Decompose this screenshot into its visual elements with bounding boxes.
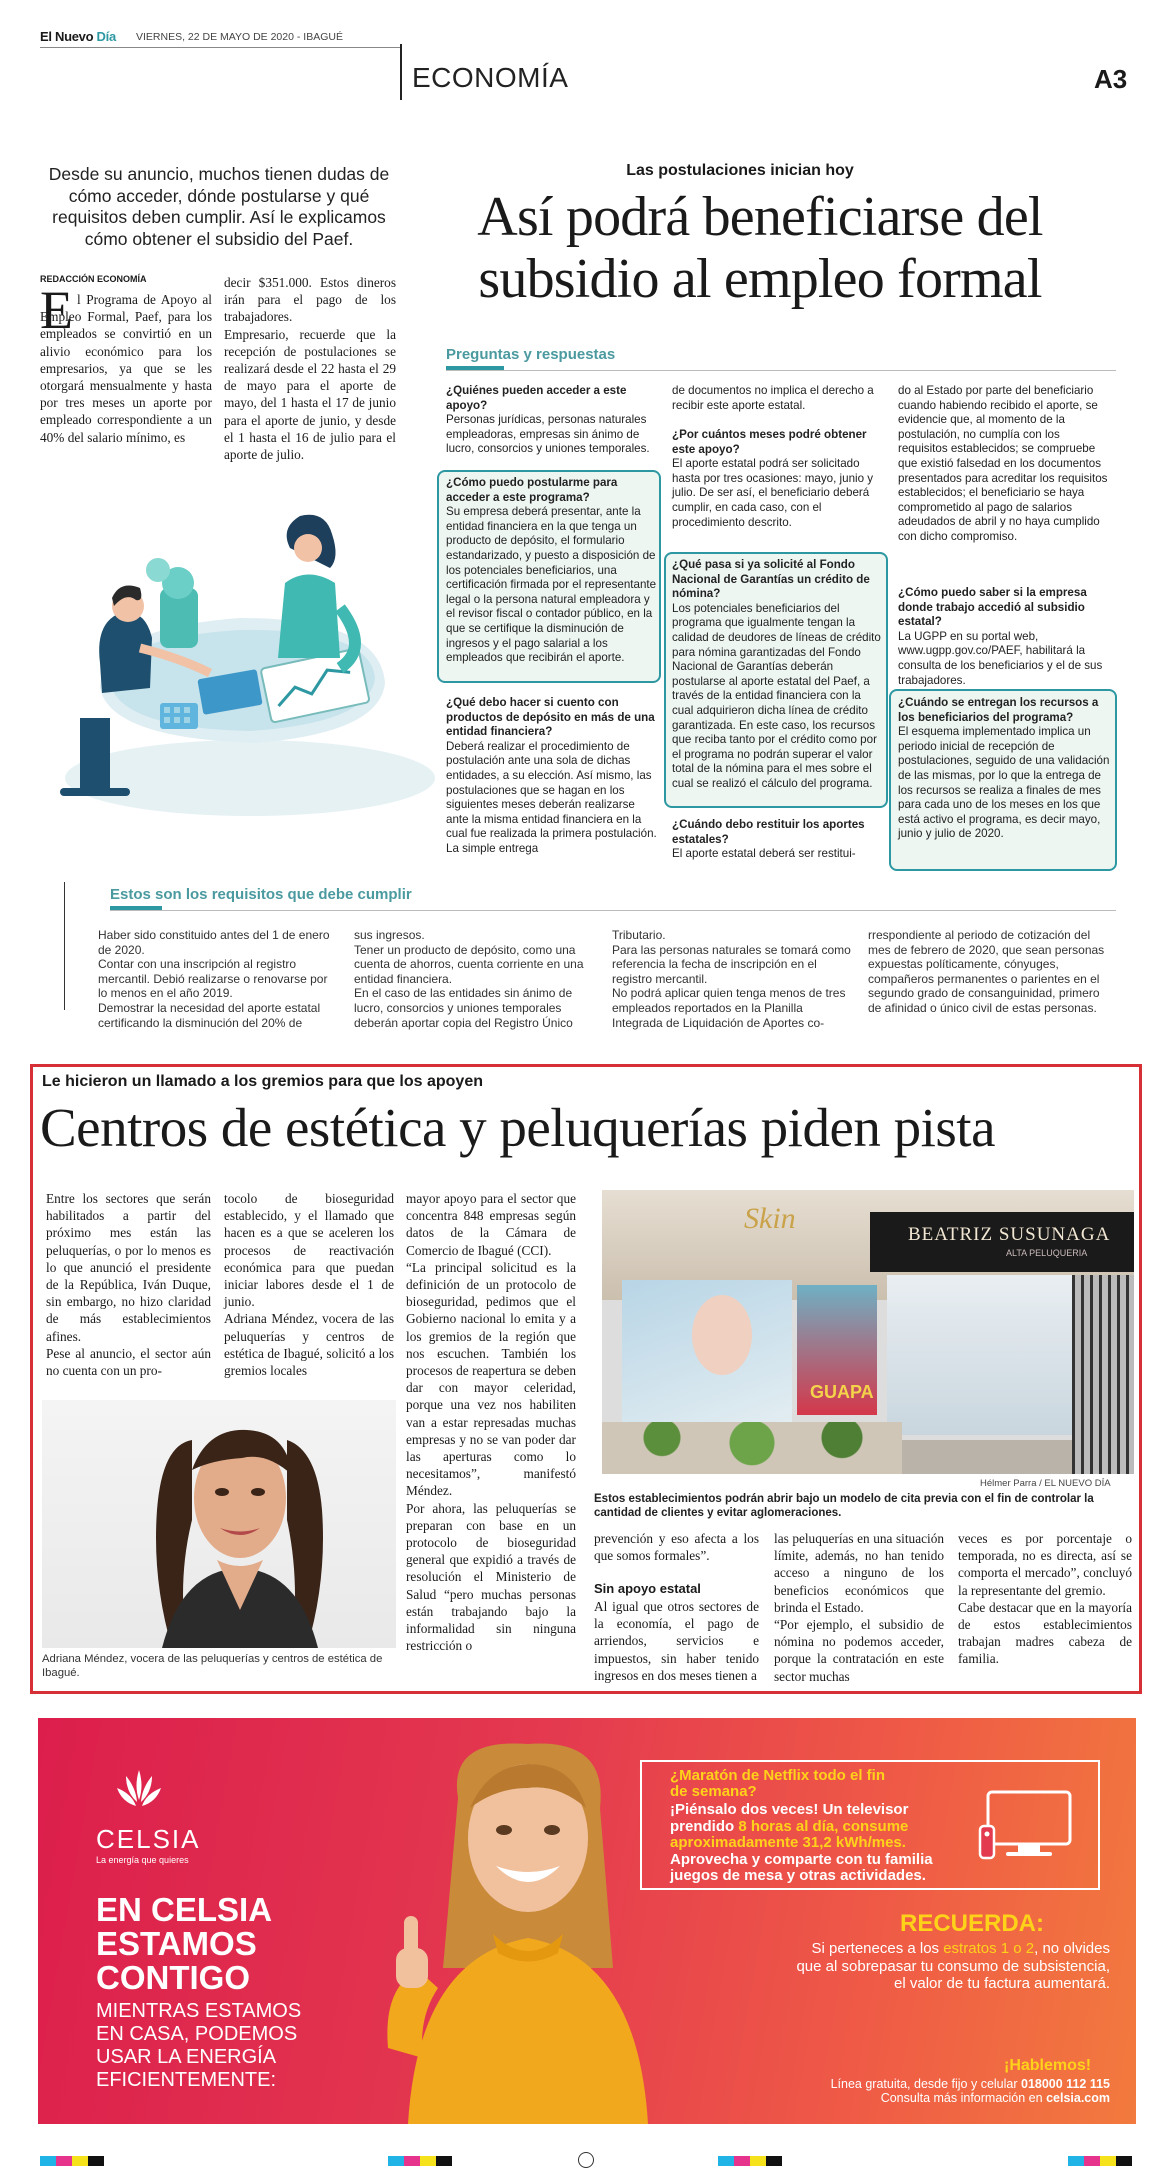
ad-subline-3: USAR LA ENERGÍA	[96, 2046, 277, 2068]
sign-name: BEATRIZ SUSUNAGA	[908, 1224, 1111, 1245]
req-col: rrespondiente al periodo de cotización del mes de febrero de 2020, que sean personas expuestas políticamente, cónyuges, compañeros permanentes o parientes en el segundo grado de consanguinidad, primero de afinidad o único civil de estas personas.	[868, 928, 1105, 1015]
qa-item	[446, 696, 658, 857]
qa-question: ¿Cuándo se entregan los recursos a los beneficiarios del programa?	[898, 696, 1099, 724]
ad-recuerda: RECUERDA:	[900, 1910, 1044, 1937]
qa-answer: El aporte estatal podrá ser solicitado hasta por tres ocasiones: mayo, junio y julio. De ser así, el beneficiario deberá cumplir, en cada caso, con el procedimiento descrito.	[672, 457, 874, 529]
qa-answer: Deberá realizar el procedimiento de postulación ante una sola de dichas entidades, a su elección. Así mismo, las postulaciones que se hagan en los siguientes meses deberán realizarse ante la misma entidad financiera en la cual fue realizada la primera postulación. La simple entrega	[446, 739, 657, 855]
article2-kicker: Le hicieron un llamado a los gremios para que los apoyen	[42, 1073, 483, 1090]
color-bar-4	[1068, 2156, 1132, 2166]
qa-item	[672, 558, 884, 792]
ad-box-post: Aprovecha y comparte con tu familia juegos de mesa y otras actividades.	[670, 1850, 933, 1884]
color-bar-1	[40, 2156, 104, 2166]
ad-box-pre: ¡Piénsalo dos veces! Un televisor prendido	[670, 1801, 909, 1835]
qa-answer: Personas jurídicas, personas naturales empleadoras, empresas sin ánimo de lucro, consorcios y uniones temporales.	[446, 413, 650, 456]
photo-caption: Estos establecimientos podrán abrir bajo un modelo de cita previa con el fin de controlar la cantidad de clientes y evitar aglomeraciones.	[594, 1493, 1094, 1519]
sign-logo: Skin	[744, 1202, 796, 1235]
qa-title: Preguntas y respuestas	[446, 346, 616, 363]
byline: REDACCIÓN ECONOMÍA	[40, 274, 147, 284]
portrait-caption: Adriana Méndez, vocera de las peluquerías y centros de estética de Ibagué.	[42, 1653, 383, 1679]
portrait-figure	[42, 1400, 396, 1648]
planter	[602, 1422, 902, 1474]
qa-answer: Su empresa deberá presentar, ante la entidad financiera en la que tenga un producto de depósito, el formulario estandarizado, y puesto a disposición de los potenciales beneficiarios, una certificación firmada por el representante legal o la persona natural empleadora y el revisor fiscal o contador público, en la que se certifique la disminución de ingresos y el pago salarial a los empleados que recibirán el aporte.	[446, 505, 657, 665]
qa-answer: El esquema implementado implica un periodo inicial de recepción de postulaciones, seguido de una validación de las mismas, por lo que la entrega de los recursos se realiza a finales de mes para cada uno de los meses en los que está activo el programa, es decir mayo, junio y julio de 2020.	[898, 725, 1110, 841]
registration-mark	[578, 2152, 594, 2168]
article2-headline: Centros de estética y peluquerías piden pista	[40, 1097, 995, 1158]
qa-question: ¿Cómo puedo saber si la empresa donde trabajo accedió al subsidio estatal?	[898, 586, 1087, 629]
a2-col6: veces es por porcentaje o temporada, no es directa, así se comporta el mercado”, concluyó la representante del gremio. Cabe destacar que en la mayoría de estos establecimientos trabajan madres cabeza de familia.	[958, 1531, 1132, 1667]
qa-answer: de documentos no implica el derecho a recibir este aporte estatal.	[672, 384, 874, 412]
qa-answer: do al Estado por parte del beneficiario cuando habiendo recibido el aporte, se evidencie que, al momento de la postulación, no cumplía con los requisitos establecidos; se compruebe que existió falsedad en los documentos presentados para acreditar los requisitos establecidos; el beneficiario se haya comprometido al pago de salarios adeudados de abril y no haya cumplido con dicho compromiso.	[898, 384, 1108, 543]
color-bar-2	[388, 2156, 452, 2166]
header-rule	[40, 47, 402, 48]
celsia-logo-icon	[114, 1766, 164, 1816]
a2-col5: las peluquerías en una situación límite, además, no han tenido acceso a ninguno de los beneficios económicos que brinda el Estado. “Por ejemplo, el subsidio de nómina no podemos acceder, porque la contratación en este sector muchas	[774, 1531, 944, 1684]
ad-rec-highlight: estratos 1 o 2	[943, 1940, 1035, 1957]
photo-credit: Hélmer Parra / EL NUEVO DÍA	[980, 1478, 1111, 1489]
intro-deck: Desde su anuncio, muchos tienen dudas de cómo acceder, dónde postularse y qué requisitos deben cumplir. Así le explicamos cómo obtener el subsidio del Paef.	[48, 164, 390, 249]
ad-line-number[interactable]: 018000 112 115	[1021, 2077, 1110, 2091]
section-divider	[400, 44, 402, 100]
section-label: ECONOMÍA	[412, 62, 569, 93]
ad-headline-3: CONTIGO	[96, 1959, 250, 1996]
body-col2: decir $351.000. Estos dineros irán para el pago de los trabajadores. Empresario, recuerde que la recepción de postulaciones se realizará desde el 22 hasta el 29 de mayo para el aporte de mayo, del 1 hasta el 17 de junio para el aporte de junio, y desde el 1 hasta el 16 de julio para el aporte de julio.	[224, 275, 396, 463]
qa-question: ¿Quiénes pueden acceder a este apoyo?	[446, 384, 627, 412]
qa-item	[672, 818, 884, 862]
qa-item	[446, 476, 658, 666]
qa-answer: Los potenciales beneficiarios del programa que igualmente tengan la calidad de deudores de líneas de crédito para nómina garantizadas del Fondo Nacional de Garantías deberán postularse al aporte estatal del Paef, a través de la entidad financiera con la cual adquirieron dicha línea de crédito garantizada. En este caso, los recursos que reciba tanto por el crédito como por el programa no podrán superar el valor total de la nómina para el mes sobre el cual se realizó el cálculo del programa.	[672, 601, 881, 790]
page-number: A3	[1094, 64, 1128, 94]
qa-question: ¿Por cuántos meses podré obtener este apoyo?	[672, 428, 867, 456]
qa-question: ¿Cuándo debo restituir los aportes estatales?	[672, 818, 865, 846]
qa-question: ¿Qué pasa si ya solicité al Fondo Nacional de Garantías un crédito de nómina?	[672, 558, 870, 601]
drop-cap: E	[40, 280, 73, 340]
ad-subline-4: EFICIENTEMENTE:	[96, 2069, 277, 2091]
a2-subhead: Sin apoyo estatal	[594, 1581, 701, 1596]
qa-item	[446, 384, 658, 457]
ad-model	[378, 1738, 678, 2124]
tv-icon	[978, 1786, 1078, 1866]
qa-question: ¿Qué debo hacer si cuento con productos de depósito en más de una entidad financiera?	[446, 696, 655, 739]
ad-line-pre: Línea gratuita, desde fijo y celular	[830, 2077, 1021, 2091]
qa-item	[672, 384, 884, 413]
ad-headline-1: EN CELSIA	[96, 1891, 273, 1928]
qa-item	[898, 586, 1112, 688]
ad-web-link[interactable]: celsia.com	[1046, 2091, 1110, 2105]
sidewalk	[902, 1440, 1072, 1474]
masthead-logo	[40, 29, 116, 44]
celsia-tagline: La energía que quieres	[96, 1855, 189, 1865]
qa-title-rule	[446, 370, 1116, 371]
ad-web-pre: Consulta más información en	[880, 2091, 1047, 2105]
article-kicker: Las postulaciones inician hoy	[626, 162, 854, 179]
article-headline: Así podrá beneficiarse del subsidio al empleo formal	[477, 186, 1043, 310]
qa-item	[898, 696, 1112, 842]
illustration	[40, 488, 440, 828]
ad-box-title: ¿Maratón de Netflix todo el fin de semana?	[670, 1767, 886, 1800]
qa-answer: El aporte estatal deberá ser restitui-	[672, 847, 856, 861]
req-col: Tributario. Para las personas naturales se tomará como referencia la fecha de inscripción en el registro mercantil. No podrá aplicar quien tenga menos de tres empleados reportados en la Planilla Integrada de Liquidación de Aportes co-	[612, 928, 851, 1030]
ad-box-highlight: 8 horas al día, consume aproximadamente 31,2 kWh/mes.	[670, 1817, 909, 1851]
ad-recuerda-body	[784, 1940, 1110, 1993]
ad-web-line	[718, 2091, 1110, 2105]
ad-phone-line	[718, 2077, 1110, 2091]
ad-rec-pre: Si perteneces a los	[811, 1940, 944, 1957]
a2-col1: Entre los sectores que serán habilitados a partir del próximo mes están las peluquerías, o por lo menos es lo que anunció el presidente de la República, Iván Duque, sin embargo, no hizo claridad de más establecimientos afines. Pese al anuncio, el sector aún no cuenta con un pro-	[46, 1191, 211, 1379]
logo-dia: Día	[96, 29, 116, 44]
salon-photo	[602, 1190, 1134, 1474]
portrait-photo	[42, 1400, 396, 1648]
req-title-rule	[110, 910, 1116, 911]
qa-question: ¿Cómo puedo postularme para acceder a este programa?	[446, 476, 618, 504]
security-gate	[1072, 1275, 1134, 1474]
qa-item	[898, 384, 1112, 545]
a2-col2: tocolo de bioseguridad establecido, y el llamado que hacen es a que se aceleren los procesos de reactivación económica para que puedan iniciar labores desde el 1 de junio. Adriana Méndez, vocera de las peluquerías y centros de estética de Ibagué, solicitó a los gremios locales	[224, 1191, 394, 1379]
req-bracket	[64, 882, 74, 1010]
color-bar-3	[718, 2156, 782, 2166]
poster-face	[692, 1295, 752, 1375]
a2-col3: mayor apoyo para el sector que concentra 848 empresas según datos de la Cámara de Comercio de Ibagué (CCI). “La principal solicitud es la definición de un protocolo de bioseguridad, pedimos que el Gobierno nacional lo emita y a los gremios de la región que nos escuchen. También los procesos de reapertura se deben dar con mayor celeridad, porque una vez nos habiliten van a estar represadas muchas empresas y no se van poder dar las aperturas como lo necesitamos”, manifestó Méndez. Por ahora, las peluquerías se preparan con base en un protocolo de bioseguridad general que expidió a través de resolución el Ministerio de Salud “pero muchas personas están trabajando bajo la informalidad sin ninguna restricción o	[406, 1191, 576, 1654]
ad-subline-2: EN CASA, PODEMOS	[96, 2023, 298, 2045]
a2-col4b: Al igual que otros sectores de la economía, el pago de arriendos, servicios e impuestos, sin haber tenido ingresos en dos meses tienen a	[594, 1599, 759, 1683]
logo-text: El Nuevo	[40, 29, 94, 44]
celsia-ad	[38, 1718, 1136, 2124]
ad-box-body	[670, 1802, 970, 1885]
ad-headline-2: ESTAMOS	[96, 1925, 257, 1962]
a2-col4: prevención y eso afecta a los que somos formales”.	[594, 1531, 759, 1564]
ad-subline-1: MIENTRAS ESTAMOS	[96, 2000, 302, 2022]
qa-answer: La UGPP en su portal web, www.ugpp.gov.co/PAEF, habilitará la consulta de los beneficiarios y el de sus trabajadores.	[898, 629, 1103, 687]
body-col1: l Programa de Apoyo al Empleo Formal, Paef, para los empleados se convirtió en un alivio económico para los empresarios, ya que se les otorgará mensualmente y hasta por tres meses un aporte por empleado correspondiente a un 40% del salario mínimo, es	[40, 292, 212, 445]
dateline: VIERNES, 22 DE MAYO DE 2020 - IBAGUÉ	[136, 31, 343, 43]
ad-hablemos: ¡Hablemos!	[1004, 2057, 1092, 2074]
ad-rec-post: , no olvides que al sobrepasar tu consumo de subsistencia, el valor de tu factura aumentará.	[796, 1940, 1110, 1992]
qa-item	[672, 428, 884, 530]
req-title: Estos son los requisitos que debe cumplir	[110, 886, 412, 903]
req-col: sus ingresos. Tener un producto de depósito, como una cuenta de ahorros, cuenta corriente en una entidad financiera. En el caso de las entidades sin ánimo de lucro, consorcios y uniones temporales deberán aportar copia del Registro Único	[354, 928, 584, 1030]
sign-sub: ALTA PELUQUERIA	[1006, 1248, 1088, 1258]
poster-text: GUAPA	[810, 1382, 874, 1402]
req-col: Haber sido constituido antes del 1 de enero de 2020. Contar con una inscripción al registro mercantil. Debió realizarse o renovarse por lo menos en el año 2019. Demostrar la necesidad del aporte estatal certificando la disminución del 20% de	[98, 928, 330, 1030]
salon-interior	[887, 1275, 1077, 1435]
celsia-brand: CELSIA	[96, 1824, 201, 1854]
